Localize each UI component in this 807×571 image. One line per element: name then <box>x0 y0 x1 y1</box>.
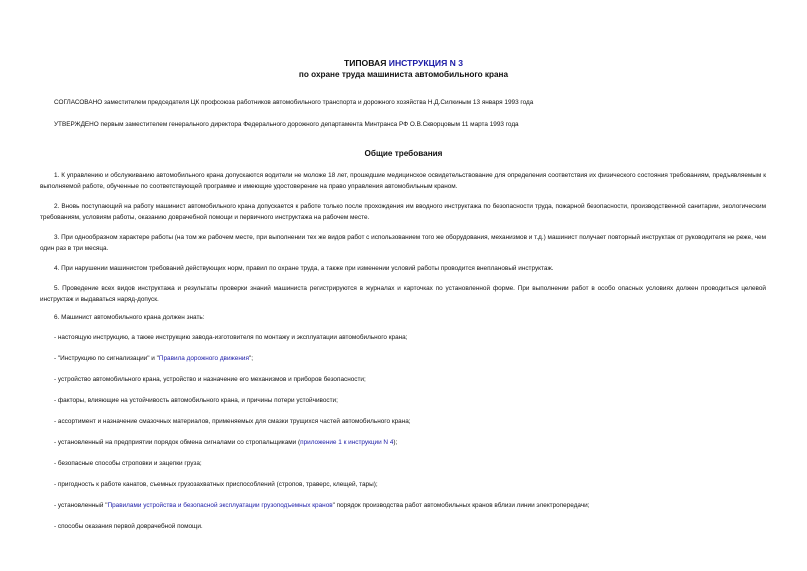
paragraph-5: 5. Проведение всех видов инструктажа и результаты проверки знаний машиниста регистрируются в журналах и карточках по установленной форме. При выполнении работ в особо опасных условиях должен проводиться целевой инструктаж и выдаваться наряд-допуск. <box>40 285 766 303</box>
list-item: - безопасные способы строповки и зацепки груза; <box>54 460 202 467</box>
traffic-rules-link[interactable]: Правила дорожного движения <box>158 355 249 362</box>
appendix-link[interactable]: приложение 1 к инструкции N 4 <box>300 439 394 446</box>
doc-subtitle: по охране труда машиниста автомобильного крана <box>298 70 509 79</box>
crane-rules-link[interactable]: Правилами устройства и безопасной эксплуатации грузоподъемных кранов <box>107 502 333 509</box>
list-item: - настоящую инструкцию, а также инструкцию завода-изготовителя по монтажу и эксплуатации автомобильного крана; <box>54 334 408 341</box>
paragraph-6: 6. Машинист автомобильного крана должен знать: <box>54 314 205 321</box>
list-item: - факторы, влияющие на устойчивость автомобильного крана, и причины потери устойчивости; <box>54 397 338 404</box>
list-item: - ассортимент и назначение смазочных материалов, применяемых для смазки трущихся частей автомобильного крана; <box>54 418 411 425</box>
paragraph-3: 3. При однообразном характере работы (на том же рабочем месте, при выполнении тех же видов работ с использованием того же оборудования, механизмов и т.д.) машинист получает повторный инструктаж от руководителя не реже, чем один раз в три месяца. <box>40 234 766 252</box>
list-item: - пригодность к работе канатов, съемных грузозахватных приспособлений (стропов, траверс, клещей, тары); <box>54 481 378 488</box>
paragraph-4: 4. При нарушении машинистом требований действующих норм, правил по охране труда, а также при изменении условий работы проводится внеплановый инструктаж. <box>54 265 554 272</box>
doc-title <box>0 58 807 68</box>
approval-agreed: СОГЛАСОВАНО заместителем председателя ЦК профсоюза работников автомобильного транспорта и дорожного хозяйства Н.Д.Силкиным 13 января 1993 года <box>54 99 534 106</box>
title-prefix: ТИПОВАЯ <box>343 58 387 68</box>
list-item: - установленный "Правилами устройства и безопасной эксплуатации грузоподъемных кранов" порядок производства работ автомобильных кранов вблизи линии электропередачи; <box>54 502 590 509</box>
paragraph-1: 1. К управлению и обслуживанию автомобильного крана допускаются водители не моложе 18 лет, прошедшие медицинское освидетельствование для определения соответствия их физического состояния требованиям, предъявляемым к выполняемой работе, обученные по соответствующей программе и имеющие удостоверение на право управления автомобильным краном. <box>40 172 766 190</box>
list-item: - устройство автомобильного крана, устройство и назначение его механизмов и приборов безопасности; <box>54 376 366 383</box>
list-item: - "Инструкцию по сигнализации" и "Правила дорожного движения"; <box>54 355 253 362</box>
approval-approved: УТВЕРЖДЕНО первым заместителем генерального директора Федерального дорожного департамента Минтранса РФ О.В.Скворцовым 11 марта 1993 года <box>54 121 519 128</box>
list-item: - установленный на предприятии порядок обмена сигналами со стропальщиками (приложение 1 к инструкции N 4); <box>54 439 398 446</box>
list-item: - способы оказания первой доврачебной помощи. <box>54 523 203 530</box>
section-title: Общие требования <box>364 149 443 158</box>
paragraph-2: 2. Вновь поступающий на работу машинист автомобильного крана допускается к работе только после прохождения им вводного инструктажа по безопасности труда, пожарной безопасности, производственной санитарии, экологическим требованиям, условиям работы, оказанию доврачебной помощи и первичного инструктажа на рабочем месте. <box>40 203 766 221</box>
title-link[interactable]: ИНСТРУКЦИЯ N 3 <box>388 58 464 68</box>
